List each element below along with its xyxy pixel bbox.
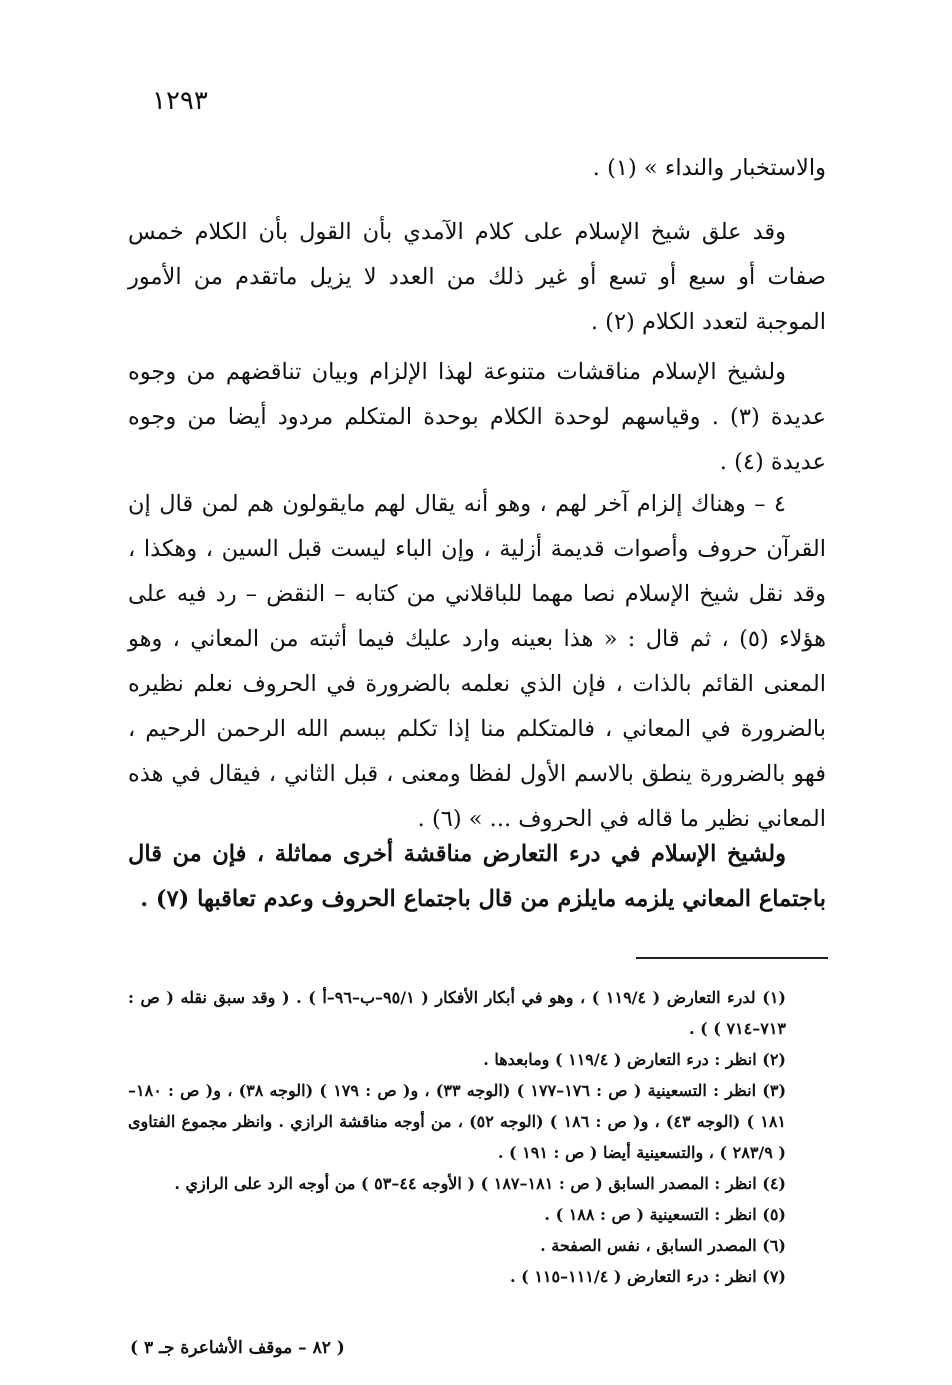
main-text-block-4 <box>128 482 826 842</box>
footnote-divider <box>636 957 828 959</box>
footnote-6: (٦) المصدر السابق ، نفس الصفحة . <box>540 1236 786 1255</box>
page-number: ١٢٩٣ <box>152 86 208 116</box>
paragraph-2: وقد علق شيخ الإسلام على كلام الآمدي بأن القول بأن الكلام خمس صفات أو سبع أو تسع أو غير ذلك من العدد لا يزيل ماتقدم من الأمور الموجبة لتعدد الكلام (٢) . <box>128 219 826 335</box>
main-text-block-2 <box>128 210 826 345</box>
footnotes <box>128 982 786 1292</box>
paragraph-5: ولشيخ الإسلام في درء التعارض مناقشة أخرى مماثلة ، فإن من قال باجتماع المعاني يلزمه مايلزم من قال باجتماع الحروف وعدم تعاقبها (٧) . <box>128 841 826 912</box>
footnote-4: (٤) انظر : المصدر السابق ( ص : ١٨١–١٨٧ ) ( الأوجه ٤٤–٥٣ ) من أوجه الرد على الرازي . <box>174 1174 786 1193</box>
main-text-block-3 <box>128 350 826 485</box>
footnote-1: (١) لدرء التعارض ( ١١٩/٤ ) ، وهو في أبكار الأفكار ( ٩٥/١–ب–٩٦–أ ) . ( وقد سبق نقله ( ص : ٧١٣–٧١٤ ) ) . <box>128 988 786 1038</box>
main-text-block-5 <box>128 832 826 922</box>
paragraph-1: والاستخبار والنداء » (١) . <box>592 155 826 181</box>
footnote-5: (٥) انظر : التسعينية ( ص : ١٨٨ ) . <box>544 1205 786 1224</box>
footnote-3: (٣) انظر : التسعينية ( ص : ١٧٦–١٧٧ ) (الوجه ٣٣) ، و( ص : ١٧٩ ) (الوجه ٣٨) ، و( ص : ١٨٠–١٨١ ) (الوجه ٤٣) ، و( ص : ١٨٦ ) (الوجه ٥٢) ، من أوجه مناقشة الرازي . وانظر مجموع الفتاوى ( ٢٨٣/٩ ) ، والتسعينية أيضا ( ص : ١٩١ ) . <box>128 1081 787 1162</box>
page-footer: ( ٨٢ – موقف الأشاعرة جـ ٣ ) <box>130 1338 345 1358</box>
main-text-block <box>128 146 826 191</box>
paragraph-4: ٤ – وهناك إلزام آخر لهم ، وهو أنه يقال لهم مايقولون هم لمن قال إن القرآن حروف وأصوات قديمة أزلية ، وإن الباء ليست قبل السين ، وهكذا ، وقد نقل شيخ الإسلام نصا مهما للباقلاني من كتابه – النقض – رد فيه على هؤلاء (٥) ، ثم قال : « هذا بعينه وارد عليك فيما أثبته من المعاني ، وهو المعنى القائم بالذات ، فإن الذي نعلمه بالضرورة في الحروف نعلم نظيره بالضرورة في المعاني ، فالمتكلم منا إذا تكلم ببسم الله الرحمن الرحيم ، فهو بالضرورة ينطق بالاسم الأول لفظا ومعنى ، قبل الثاني ، فيقال في هذه المعاني نظير ما قاله في الحروف ... » (٦) . <box>128 491 826 832</box>
paragraph-3: ولشيخ الإسلام مناقشات متنوعة لهذا الإلزام وبيان تناقضهم من وجوه عديدة (٣) . وقياسهم لوحدة الكلام بوحدة المتكلم مردود أيضا من وجوه عديدة (٤) . <box>128 359 826 475</box>
footnote-2: (٢) انظر : درء التعارض ( ١١٩/٤ ) ومابعدها . <box>483 1050 786 1069</box>
footnote-7: (٧) انظر : درء التعارض ( ١١١/٤–١١٥ ) . <box>510 1267 786 1286</box>
